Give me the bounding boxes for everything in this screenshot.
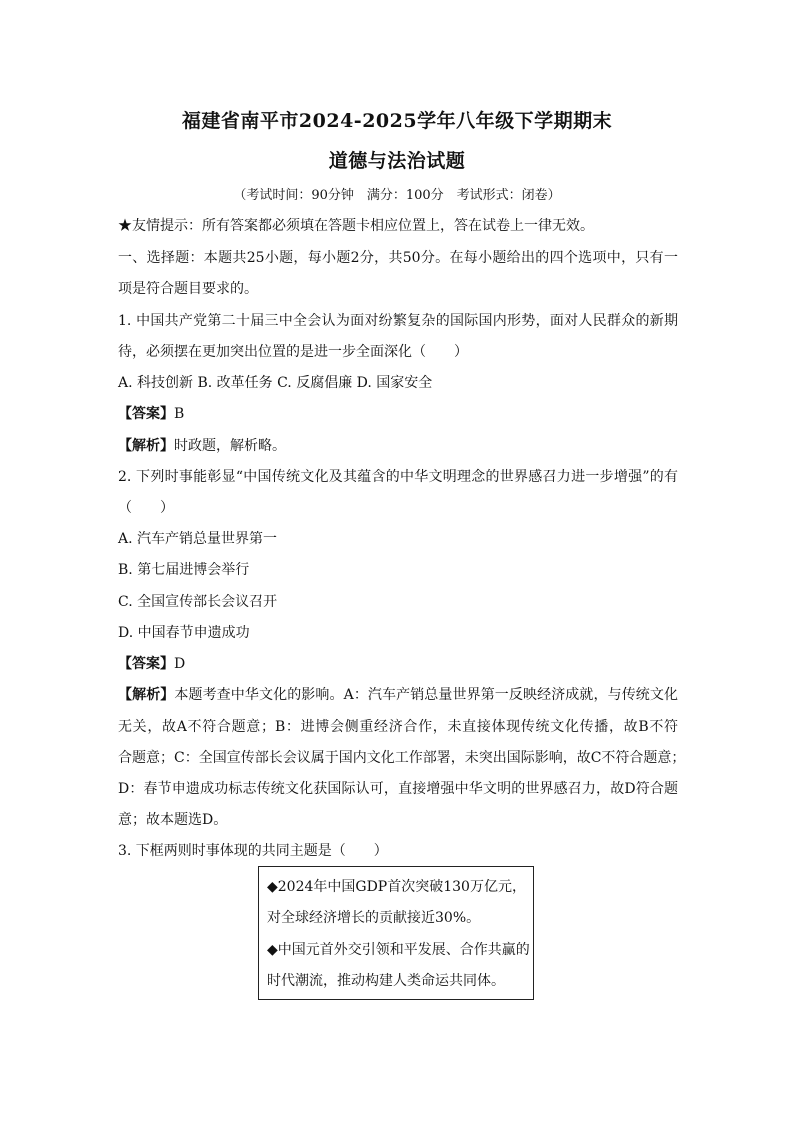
q2-stem-cont: （ ） (118, 500, 174, 516)
document-subtitle: 道德与法治试题 (328, 150, 466, 172)
q2-analysis-cont: 意；故本题选D。 (118, 812, 228, 828)
q1-stem: 1. 中国共产党第二十届三中全会认为面对纷繁复杂的国际国内形势，面对人民群众的新期 (118, 313, 678, 329)
q3-stem: 3. 下框两则时事体现的共同主题是（ ） (118, 843, 388, 859)
q2-option-a: A. 汽车产销总量世界第一 (118, 531, 278, 547)
analysis-label: 【解析】 (118, 438, 174, 454)
answer-value: D (174, 656, 186, 672)
q2-option-c: C. 全国宣传部长会议召开 (118, 594, 278, 610)
analysis-text: 时政题，解析略。 (174, 438, 286, 454)
notice: ★友情提示：所有答案都必须填在答题卡相应位置上，答在试卷上一律无效。 (118, 218, 594, 234)
q2-answer (118, 654, 678, 674)
q1-analysis (118, 436, 678, 456)
news-item-2-cont: 时代潮流，推动构建人类命运共同体。 (267, 973, 505, 989)
q2-analysis-cont: 合题意；C：全国宣传部长会议属于国内文化工作部署，未突出国际影响，故C不符合题意； (118, 750, 686, 766)
q3-news-box (258, 866, 534, 1000)
q2-analysis-cont: 无关，故A不符合题意；B：进博会侧重经济合作，未直接体现传统文化传播，故B不符 (118, 719, 678, 735)
answer-value: B (174, 406, 185, 422)
q1-options: A. 科技创新 B. 改革任务 C. 反腐倡廉 D. 国家安全 (118, 375, 433, 391)
analysis-label: 【解析】 (118, 687, 175, 703)
answer-label: 【答案】 (118, 406, 174, 422)
q1-answer (118, 404, 678, 424)
exam-info: （考试时间：90分钟 满分：100分 考试形式：闭卷） (233, 188, 561, 203)
q2-analysis-cont: D：春节申遗成功标志传统文化获国际认可，直接增强中华文明的世界感召力，故D符合题 (118, 781, 678, 797)
q2-option-d: D. 中国春节申遗成功 (118, 625, 250, 641)
news-item-1: ◆2024年中国GDP首次突破130万亿元， (267, 879, 526, 895)
section-heading-cont: 项是符合题目要求的。 (118, 281, 258, 297)
document-title: 福建省南平市2024-2025学年八年级下学期期末 (181, 110, 613, 132)
news-item-2: ◆中国元首外交引领和平发展、合作共赢的 (267, 942, 530, 958)
answer-label: 【答案】 (118, 656, 174, 672)
q2-option-b: B. 第七届进博会举行 (118, 562, 250, 578)
q2-stem: 2. 下列时事能彰显“中国传统文化及其蕴含的中华文明理念的世界感召力进一步增强”的有 (118, 469, 678, 485)
analysis-text: 本题考查中华文化的影响。A：汽车产销总量世界第一反映经济成就，与传统文化 (174, 687, 679, 703)
q2-analysis (118, 685, 678, 705)
q1-stem-cont: 待，必须摆在更加突出位置的是进一步全面深化（ ） (118, 344, 468, 360)
news-item-1-cont: 对全球经济增长的贡献接近30%。 (267, 910, 481, 926)
section-heading: 一、选择题：本题共25小题，每小题2分，共50分。在每小题给出的四个选项中，只有一 (118, 250, 678, 266)
